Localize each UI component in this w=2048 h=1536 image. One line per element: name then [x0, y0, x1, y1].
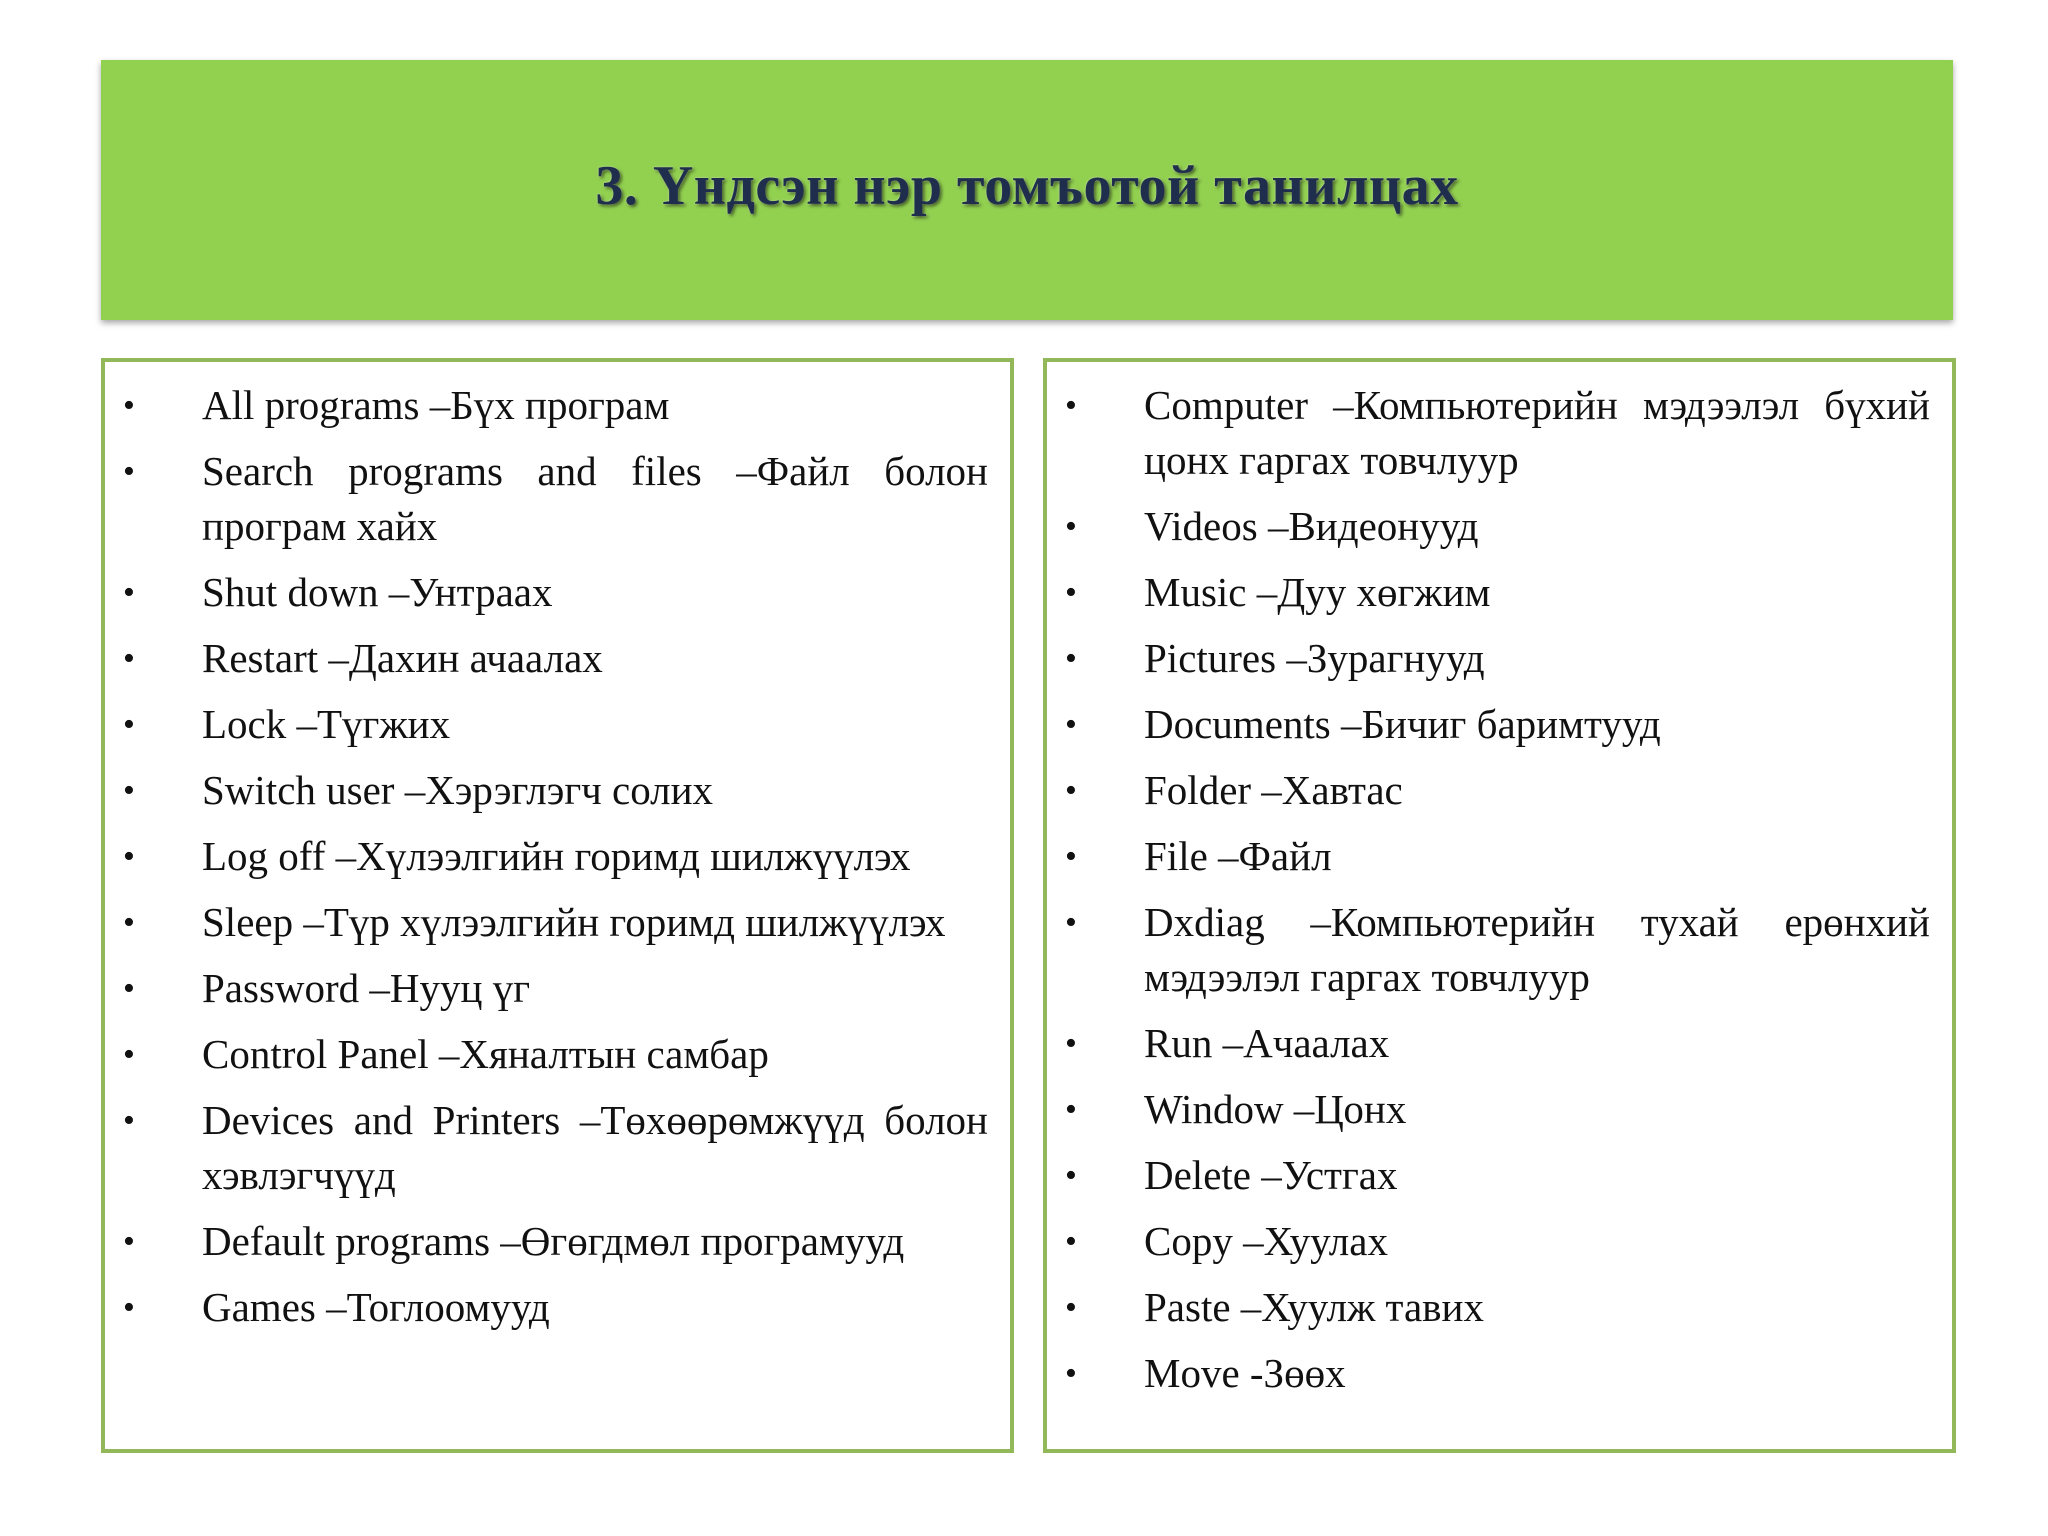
term-text: Computer –Компьютерийн мэдээлэл бүхий цонх гаргах товчлуур	[1144, 382, 1930, 483]
term-text: Paste –Хуулж тавих	[1144, 1284, 1484, 1330]
bullet-icon: •	[123, 1289, 135, 1326]
bullet-icon: •	[1065, 706, 1077, 743]
bullet-icon: •	[123, 387, 135, 424]
left-term-box	[101, 358, 1014, 1453]
list-item	[1047, 499, 1930, 554]
bullet-icon: •	[1065, 387, 1077, 424]
term-text: Log off –Хүлээлгийн горимд шилжүүлэх	[202, 833, 911, 879]
list-item	[1047, 378, 1930, 488]
bullet-icon: •	[1065, 772, 1077, 809]
term-text: Folder –Хавтас	[1144, 767, 1403, 813]
list-item	[1047, 895, 1930, 1005]
term-text: Switch user –Хэрэглэгч солих	[202, 767, 714, 813]
list-item	[1047, 763, 1930, 818]
term-text: Default programs –Өгөгдмөл програмууд	[202, 1218, 905, 1264]
list-item	[1047, 1082, 1930, 1137]
term-text: Control Panel –Хяналтын самбар	[202, 1031, 769, 1077]
term-text: Password –Нууц үг	[202, 965, 531, 1011]
term-text: Videos –Видеонууд	[1144, 503, 1479, 549]
list-item	[105, 1280, 988, 1335]
bullet-icon: •	[1065, 838, 1077, 875]
bullet-icon: •	[1065, 1289, 1077, 1326]
term-text: Move -Зөөх	[1144, 1350, 1346, 1396]
list-item	[1047, 1214, 1930, 1269]
bullet-icon: •	[123, 1102, 135, 1139]
term-text: Documents –Бичиг баримтууд	[1144, 701, 1661, 747]
list-item	[1047, 565, 1930, 620]
term-text: Devices and Printers –Төхөөрөмжүүд болон хэвлэгчүүд	[202, 1097, 988, 1198]
bullet-icon: •	[1065, 1223, 1077, 1260]
list-item	[1047, 1148, 1930, 1203]
term-text: Copy –Хуулах	[1144, 1218, 1388, 1264]
list-item	[1047, 1016, 1930, 1071]
term-text: File –Файл	[1144, 833, 1332, 879]
list-item	[105, 961, 988, 1016]
list-item	[105, 444, 988, 554]
list-item	[1047, 1346, 1930, 1401]
term-text: All programs –Бүх програм	[202, 382, 670, 428]
bullet-icon: •	[123, 904, 135, 941]
list-item	[105, 697, 988, 752]
term-text: Delete –Устгах	[1144, 1152, 1398, 1198]
term-text: Search programs and files –Файл болон програм хайх	[202, 448, 988, 549]
bullet-icon: •	[123, 1223, 135, 1260]
term-text: Lock –Түгжих	[202, 701, 451, 747]
bullet-icon: •	[123, 772, 135, 809]
bullet-icon: •	[1065, 1355, 1077, 1392]
list-item	[1047, 697, 1930, 752]
bullet-icon: •	[1065, 1025, 1077, 1062]
term-text: Window –Цонх	[1144, 1086, 1407, 1132]
right-term-box	[1043, 358, 1956, 1453]
bullet-icon: •	[123, 640, 135, 677]
list-item	[105, 378, 988, 433]
list-item	[105, 565, 988, 620]
bullet-icon: •	[1065, 640, 1077, 677]
list-item	[1047, 829, 1930, 884]
bullet-icon: •	[123, 838, 135, 875]
list-item	[105, 829, 988, 884]
term-text: Music –Дуу хөгжим	[1144, 569, 1491, 615]
bullet-icon: •	[1065, 508, 1077, 545]
term-text: Run –Ачаалах	[1144, 1020, 1390, 1066]
bullet-icon: •	[123, 1036, 135, 1073]
term-text: Restart –Дахин ачаалах	[202, 635, 603, 681]
title-banner	[101, 60, 1953, 320]
list-item	[1047, 1280, 1930, 1335]
term-text: Shut down –Унтраах	[202, 569, 553, 615]
list-item	[105, 631, 988, 686]
bullet-icon: •	[1065, 1157, 1077, 1194]
list-item	[105, 763, 988, 818]
list-item	[105, 1214, 988, 1269]
slide-title: 3. Үндсэн нэр томъотой танилцах	[595, 155, 1459, 217]
list-item	[105, 1027, 988, 1082]
bullet-icon: •	[123, 574, 135, 611]
bullet-icon: •	[123, 706, 135, 743]
list-item	[105, 895, 988, 950]
term-text: Pictures –Зурагнууд	[1144, 635, 1485, 681]
bullet-icon: •	[123, 970, 135, 1007]
list-item	[105, 1093, 988, 1203]
term-text: Dxdiag –Компьютерийн тухай ерөнхий мэдээлэл гаргах товчлуур	[1144, 899, 1930, 1000]
left-term-list	[105, 378, 988, 1346]
bullet-icon: •	[1065, 1091, 1077, 1128]
term-text: Games –Тоглоомууд	[202, 1284, 550, 1330]
bullet-icon: •	[1065, 574, 1077, 611]
term-text: Sleep –Түр хүлээлгийн горимд шилжүүлэх	[202, 899, 946, 945]
list-item	[1047, 631, 1930, 686]
bullet-icon: •	[1065, 904, 1077, 941]
right-term-list	[1047, 378, 1930, 1412]
bullet-icon: •	[123, 453, 135, 490]
